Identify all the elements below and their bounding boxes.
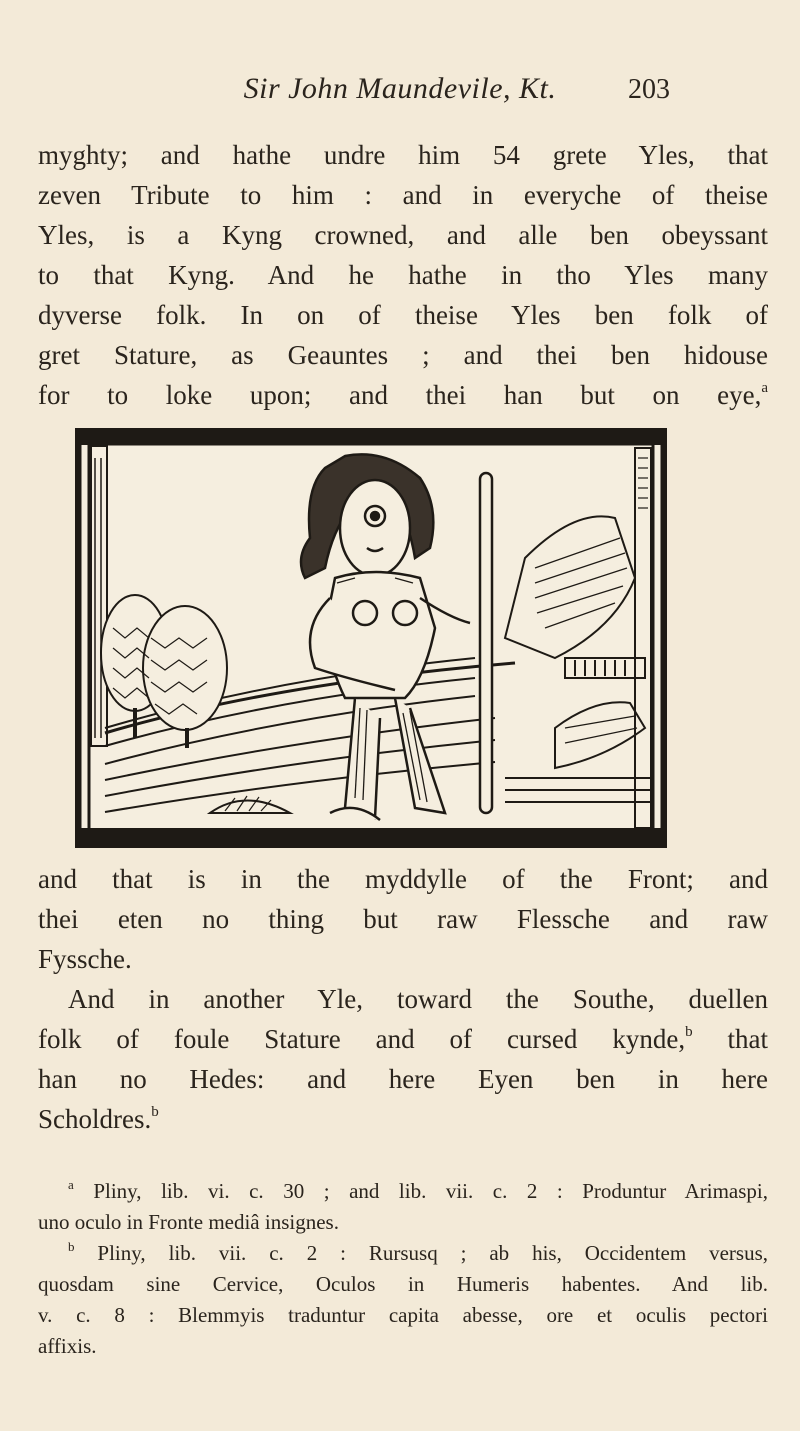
body-text-bottom bbox=[38, 859, 768, 1139]
woodcut-one-eyed-giant-icon bbox=[75, 428, 667, 848]
text-line: zeven Tribute to him : and in everyche of theise bbox=[38, 180, 768, 210]
footnote-marker: b bbox=[68, 1239, 75, 1254]
footnote-b-line: quosdam sine Cervice, Oculos in Humeris habentes. And lib. bbox=[38, 1272, 768, 1296]
footnote-marker: a bbox=[68, 1177, 74, 1192]
text-line: to that Kyng. And he hathe in tho Yles many bbox=[38, 260, 768, 290]
footnote-marker: a bbox=[761, 380, 768, 396]
text-line-with-note bbox=[38, 1099, 768, 1139]
text-line: and that is in the myddylle of the Front; and bbox=[38, 864, 768, 894]
body-text-top bbox=[38, 135, 768, 415]
footnote-marker: b bbox=[685, 1024, 693, 1040]
text-line: Scholdres. bbox=[38, 1104, 152, 1134]
text-line-with-note bbox=[38, 375, 768, 415]
woodcut-illustration bbox=[75, 428, 667, 848]
text-line: thei eten no thing but raw Flessche and raw bbox=[38, 904, 768, 934]
text-line: folk of foule Stature and of cursed kynde, bbox=[38, 1024, 686, 1054]
running-title: Sir John Maundevile, Kt. bbox=[243, 72, 557, 105]
footnotes bbox=[38, 1176, 768, 1362]
text-line: dyverse folk. In on of theise Yles ben folk of bbox=[38, 300, 768, 330]
footnote-marker: b bbox=[151, 1104, 159, 1120]
footnote-b-line bbox=[38, 1238, 768, 1269]
text-line-tail: that bbox=[727, 1024, 768, 1054]
footnote-b-line: affixis. bbox=[38, 1334, 97, 1358]
text-line: gret Stature, as Geauntes ; and thei ben hidouse bbox=[38, 340, 768, 370]
text-line: myghty; and hathe undre him 54 grete Yles, that bbox=[38, 140, 768, 170]
footnote-a-line bbox=[38, 1176, 768, 1207]
footnote-text: Pliny, lib. vii. c. 2 : Rursusq ; ab his, Occidentem versus, bbox=[97, 1241, 769, 1265]
text-line-with-note bbox=[38, 1019, 768, 1059]
text-line: han no Hedes: and here Eyen ben in here bbox=[38, 1064, 768, 1094]
page-number: 203 bbox=[628, 74, 670, 105]
footnote-b-line: v. c. 8 : Blemmyis traduntur capita abesse, ore et oculis pectori bbox=[38, 1303, 768, 1327]
text-line: for to loke upon; and thei han but on eye, bbox=[38, 380, 762, 410]
text-line: Fyssche. bbox=[38, 944, 132, 974]
text-line: And in another Yle, toward the Southe, duellen bbox=[68, 984, 768, 1014]
text-line: Yles, is a Kyng crowned, and alle ben obeyssant bbox=[38, 220, 768, 250]
footnote-text: Pliny, lib. vi. c. 30 ; and lib. vii. c. 2 : Produntur Arimaspi, bbox=[93, 1179, 768, 1203]
running-head bbox=[0, 72, 800, 116]
footnote-a-line: uno oculo in Fronte mediâ insignes. bbox=[38, 1210, 339, 1234]
